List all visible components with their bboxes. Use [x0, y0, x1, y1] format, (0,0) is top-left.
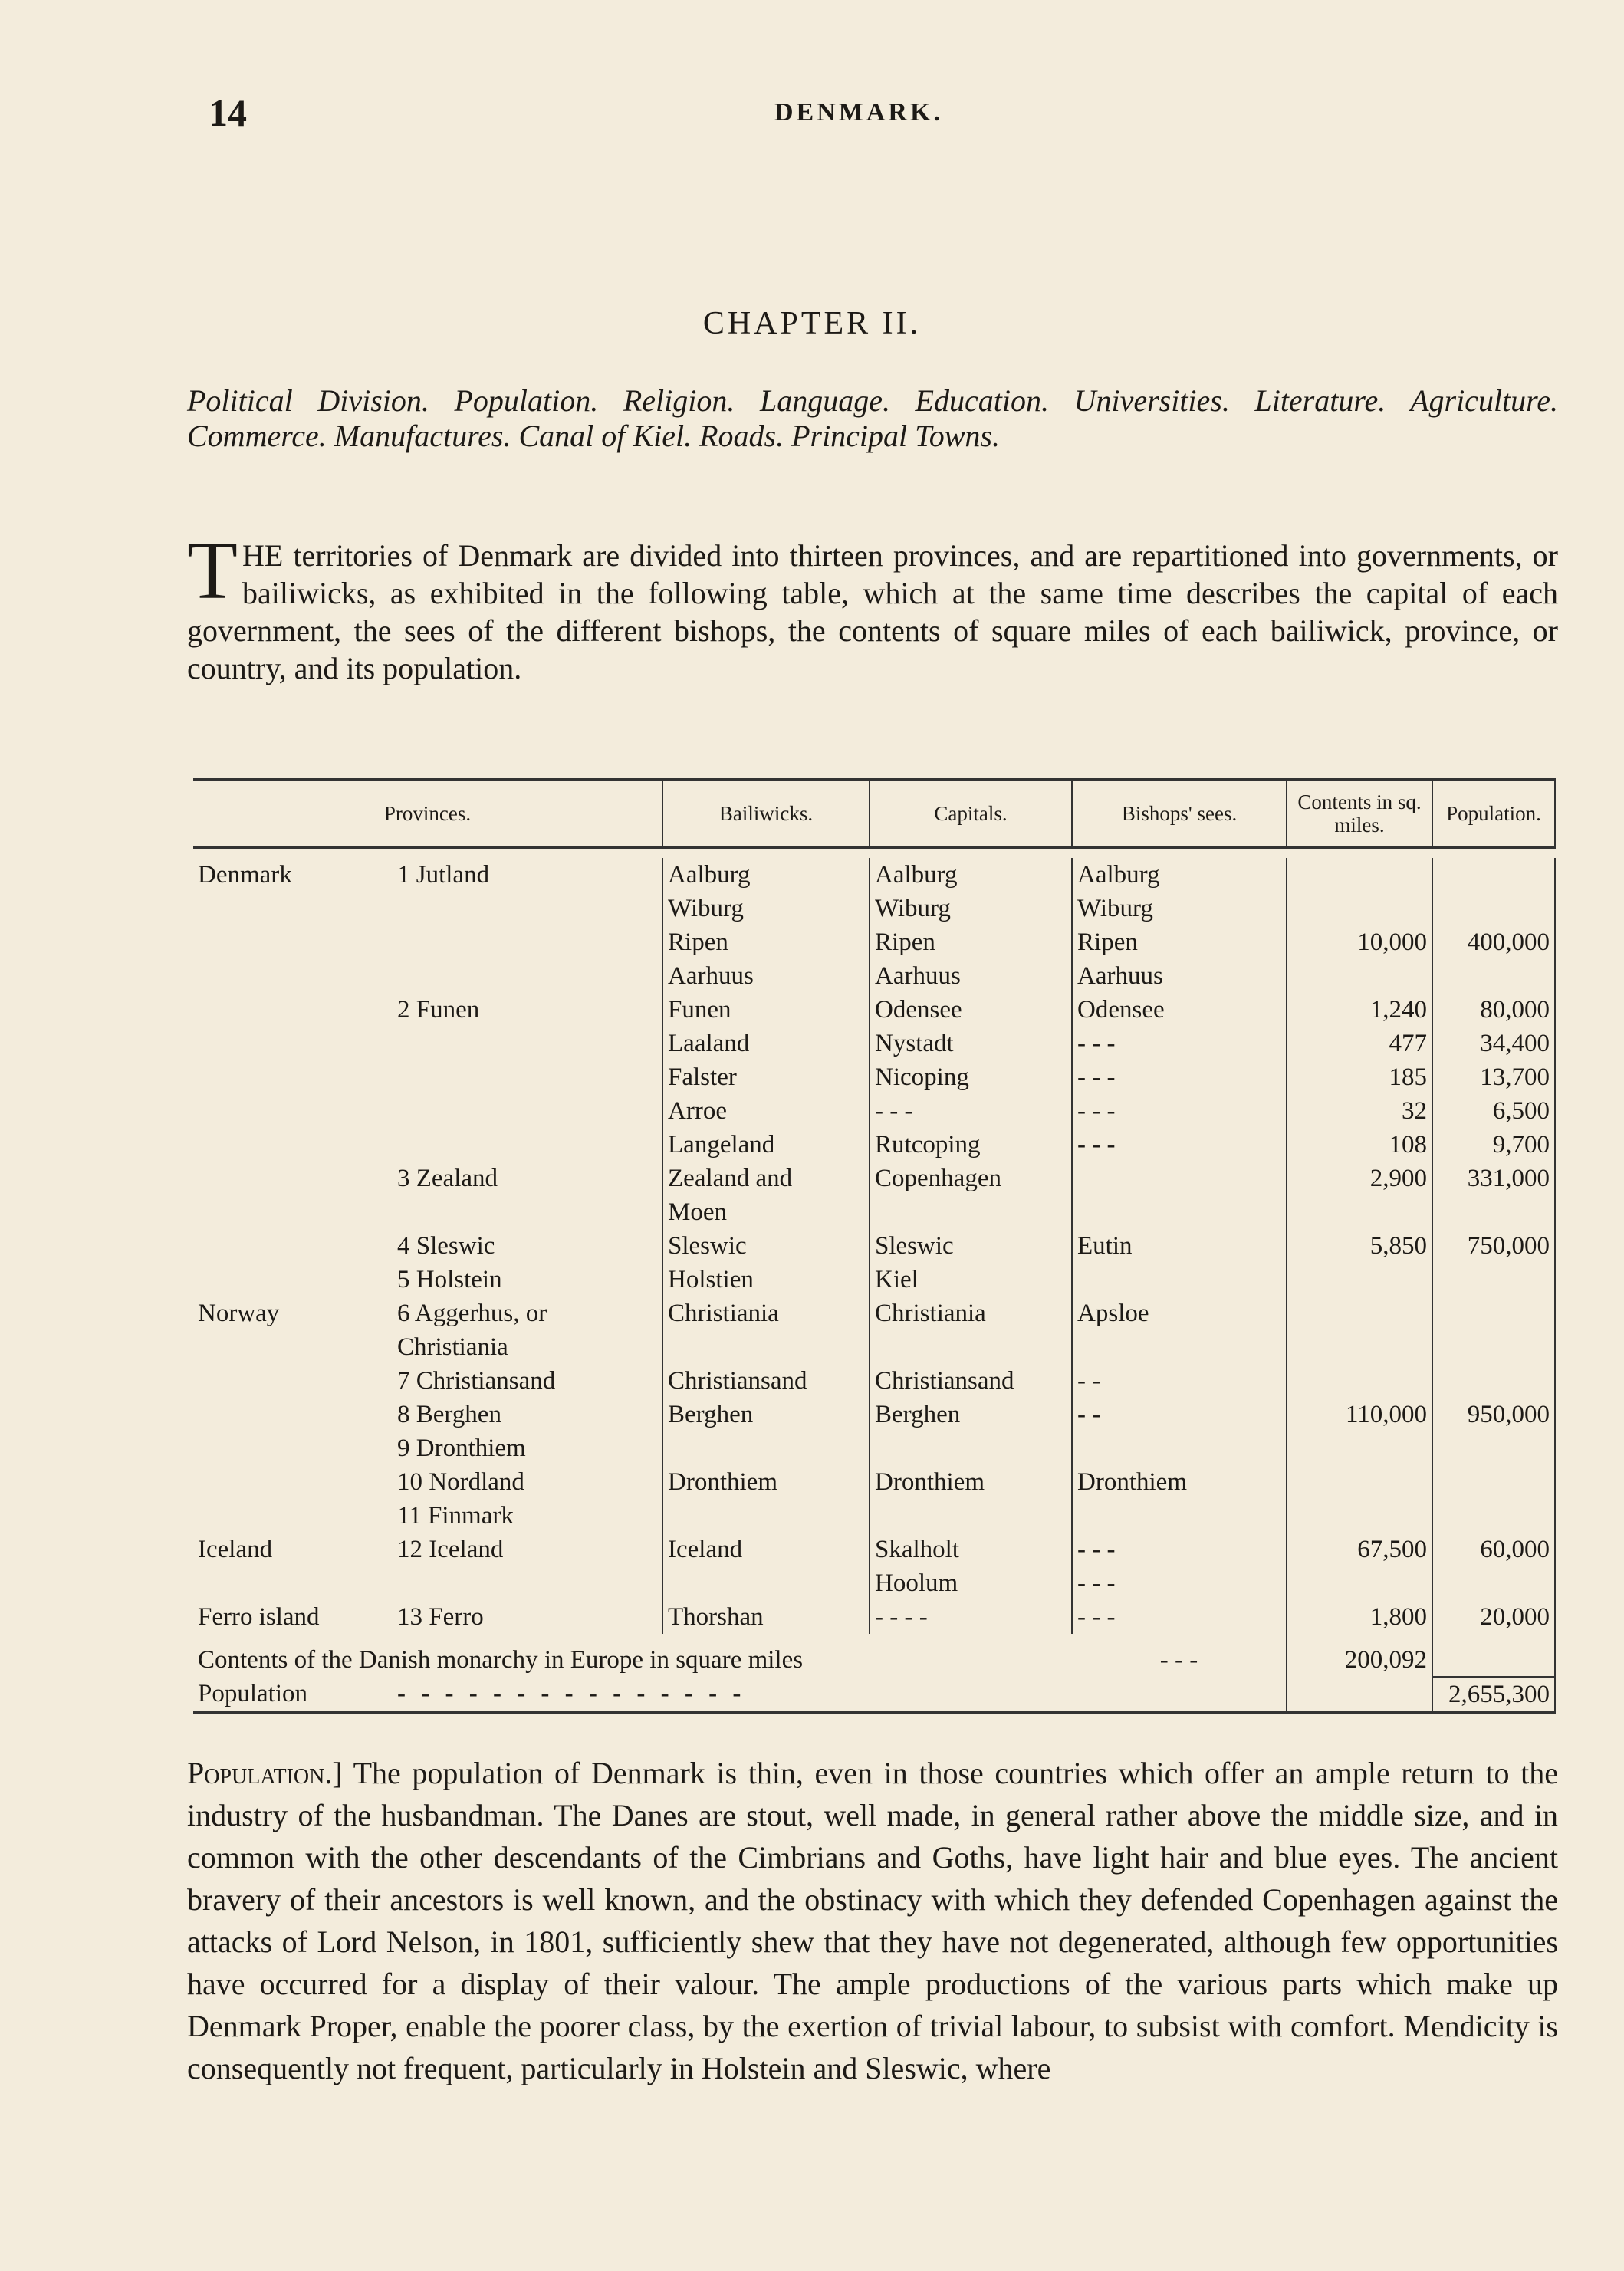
cell-capital: - - - -: [870, 1600, 1072, 1634]
cell-contents: 477: [1287, 1027, 1432, 1060]
cell-country: Iceland: [198, 1536, 273, 1563]
header-bishops: Bishops' sees.: [1072, 780, 1287, 848]
cell-country: [193, 1162, 393, 1195]
header-population: Population.: [1432, 780, 1555, 848]
table-row: [193, 1600, 1555, 1634]
cell-province: [393, 1566, 662, 1600]
cell-see: [1072, 1263, 1287, 1297]
table-row: [193, 993, 1555, 1027]
cell-country: [193, 1094, 393, 1128]
cell-population: 20,000: [1432, 1600, 1555, 1634]
table-row: [193, 1162, 1555, 1195]
cell-province: [393, 1094, 662, 1128]
cell-bailiwick: Funen: [662, 993, 870, 1027]
population-text: The population of Denmark is thin, even in those countries which offer an ample return to the industry of the husbandman. The Danes are stout, well made, in general rather above the middle size, and in common with the other descendants of the Cimbrians and Goths, have light hair and blue eyes. The ancient bravery of their ancestors is well known, and the obstinacy with which they defended Copenhagen against the attacks of Lord Nelson, in 1801, sufficiently shew that they have not degenerated, although few opportunities have occurred for a display of their valour. The ample productions of the various parts which make up Denmark Proper, enable the poorer class, by the exertion of trivial labour, to subsist with comfort. Mendicity is consequently not frequent, particularly in Holstein and Sleswic, where: [187, 1756, 1559, 2085]
cell-population: 750,000: [1432, 1229, 1555, 1263]
population-paragraph: [187, 1752, 1558, 2089]
cell-bailiwick: [662, 1499, 870, 1533]
cell-country: [193, 1330, 393, 1364]
cell-capital: Rutcoping: [870, 1128, 1072, 1162]
cell-province: Christiania: [397, 1333, 508, 1361]
cell-see: - - -: [1072, 1533, 1287, 1566]
cell-see: [1072, 1162, 1287, 1195]
cell-bailiwick: Falster: [662, 1060, 870, 1094]
cell-bailiwick: [662, 1566, 870, 1600]
cell-province: 1 Jutland: [397, 861, 490, 889]
cell-country: [193, 1364, 393, 1398]
cell-capital: Dronthiem: [870, 1465, 1072, 1499]
table-row: [193, 1060, 1555, 1094]
total-contents-label: Contents of the Danish monarchy in Europe in square miles: [198, 1646, 804, 1674]
table-row: [193, 1465, 1555, 1499]
cell-country: [193, 1027, 393, 1060]
cell-contents: [1287, 1330, 1432, 1364]
cell-population: [1432, 1330, 1555, 1364]
cell-population: [1432, 1364, 1555, 1398]
table-row: [193, 1027, 1555, 1060]
table-row: [193, 1398, 1555, 1431]
cell-country: Norway: [198, 1300, 280, 1327]
cell-bailiwick: Langeland: [662, 1128, 870, 1162]
cell-capital: [870, 1431, 1072, 1465]
cell-population: [1432, 1499, 1555, 1533]
cell-country: [193, 1060, 393, 1094]
cell-contents: [1287, 1465, 1432, 1499]
cell-see: - - -: [1072, 1566, 1287, 1600]
population-label: Population.]: [187, 1756, 343, 1790]
cell-province: 11 Finmark: [397, 1502, 514, 1530]
table-row: [193, 1128, 1555, 1162]
header-capitals: Capitals.: [870, 780, 1072, 848]
cell-contents: [1287, 892, 1432, 925]
cell-see: [1072, 1195, 1287, 1229]
cell-bailiwick: Zealand and: [662, 1162, 870, 1195]
total-contents-row: [193, 1643, 1555, 1677]
cell-capital: Kiel: [870, 1263, 1072, 1297]
cell-population: [1432, 1263, 1555, 1297]
cell-see: Ripen: [1072, 925, 1287, 959]
cell-bailiwick: [662, 1330, 870, 1364]
cell-see: Odensee: [1072, 993, 1287, 1027]
cell-population: 60,000: [1432, 1533, 1555, 1566]
cell-province: 3 Zealand: [397, 1165, 498, 1192]
cell-contents: 185: [1287, 1060, 1432, 1094]
cell-population: 34,400: [1432, 1027, 1555, 1060]
cell-see: [1072, 1499, 1287, 1533]
cell-population: [1432, 959, 1555, 993]
cell-country: [193, 1229, 393, 1263]
table-row: [193, 1364, 1555, 1398]
cell-contents: 10,000: [1287, 925, 1432, 959]
cell-see: [1072, 1330, 1287, 1364]
cell-bailiwick: Laaland: [662, 1027, 870, 1060]
cell-contents: 67,500: [1287, 1533, 1432, 1566]
cell-country: [193, 1398, 393, 1431]
total-contents-value: 200,092: [1287, 1643, 1432, 1677]
cell-capital: - - -: [870, 1094, 1072, 1128]
table-row: [193, 1094, 1555, 1128]
cell-contents: 1,800: [1287, 1600, 1432, 1634]
cell-population: [1432, 1566, 1555, 1600]
table-row: [193, 1229, 1555, 1263]
cell-see: - -: [1072, 1398, 1287, 1431]
cell-population: 80,000: [1432, 993, 1555, 1027]
cell-capital: Hoolum: [870, 1566, 1072, 1600]
cell-contents: 1,240: [1287, 993, 1432, 1027]
cell-province: 5 Holstein: [397, 1266, 502, 1293]
cell-bailiwick: Ripen: [662, 925, 870, 959]
cell-bailiwick: Arroe: [662, 1094, 870, 1128]
cell-see: Wiburg: [1072, 892, 1287, 925]
total-population-label: Population: [193, 1677, 393, 1713]
cell-see: Dronthiem: [1072, 1465, 1287, 1499]
cell-capital: Christiania: [870, 1297, 1072, 1330]
total-population-value: 2,655,300: [1432, 1677, 1555, 1713]
cell-country: Ferro island: [198, 1603, 320, 1631]
cell-population: 950,000: [1432, 1398, 1555, 1431]
cell-bailiwick: Iceland: [662, 1533, 870, 1566]
cell-province: [393, 1027, 662, 1060]
cell-see: - - -: [1072, 1027, 1287, 1060]
cell-province: [393, 925, 662, 959]
cell-population: [1432, 892, 1555, 925]
cell-province: 8 Berghen: [397, 1401, 501, 1428]
cell-bailiwick: Christiansand: [662, 1364, 870, 1398]
cell-see: - - -: [1072, 1600, 1287, 1634]
table-row: [193, 1195, 1555, 1229]
cell-bailiwick: [662, 1431, 870, 1465]
cell-country: [193, 959, 393, 993]
table-row: [193, 959, 1555, 993]
cell-population: [1432, 1431, 1555, 1465]
table-row: [193, 858, 1555, 892]
cell-contents: [1287, 959, 1432, 993]
cell-population: 400,000: [1432, 925, 1555, 959]
chapter-subtitle: Political Division. Population. Religion. Language. Education. Universities. Literature. Agriculture. Commerce. Manufactures. Canal of Kiel. Roads. Principal Towns.: [187, 383, 1558, 453]
cell-population: 6,500: [1432, 1094, 1555, 1128]
cell-country: [193, 892, 393, 925]
cell-capital: Odensee: [870, 993, 1072, 1027]
header-bailiwicks: Bailiwicks.: [662, 780, 870, 848]
cell-capital: Christiansand: [870, 1364, 1072, 1398]
cell-see: Eutin: [1072, 1229, 1287, 1263]
total-population-dashes: - - - - - - - - - - - - - - -: [393, 1677, 1287, 1713]
cell-capital: Aalburg: [870, 858, 1072, 892]
intro-paragraph: [187, 525, 1558, 687]
cell-contents: 5,850: [1287, 1229, 1432, 1263]
cell-contents: [1287, 1566, 1432, 1600]
cell-bailiwick: Wiburg: [662, 892, 870, 925]
cell-province: [393, 959, 662, 993]
table-row: [193, 925, 1555, 959]
provinces-table: [193, 778, 1556, 1714]
cell-contents: 108: [1287, 1128, 1432, 1162]
cell-contents: [1287, 858, 1432, 892]
cell-capital: Sleswic: [870, 1229, 1072, 1263]
cell-country: [193, 1263, 393, 1297]
page-number: 14: [209, 91, 247, 134]
cell-see: [1072, 1431, 1287, 1465]
table-body: [193, 848, 1555, 1713]
cell-capital: Aarhuus: [870, 959, 1072, 993]
cell-province: [393, 892, 662, 925]
table-row: [193, 1330, 1555, 1364]
cell-bailiwick: Holstien: [662, 1263, 870, 1297]
cell-see: Aalburg: [1072, 858, 1287, 892]
cell-population: [1432, 1465, 1555, 1499]
cell-contents: [1287, 1364, 1432, 1398]
cell-population: [1432, 1297, 1555, 1330]
cell-see: Aarhuus: [1072, 959, 1287, 993]
cell-province: 10 Nordland: [397, 1468, 524, 1496]
cell-see: - -: [1072, 1364, 1287, 1398]
cell-capital: [870, 1499, 1072, 1533]
drop-cap: T: [187, 525, 238, 616]
table-row: [193, 1431, 1555, 1465]
cell-bailiwick: Sleswic: [662, 1229, 870, 1263]
cell-country: [193, 1195, 393, 1229]
cell-province: 6 Aggerhus, or: [397, 1300, 547, 1327]
table-row: [193, 1533, 1555, 1566]
cell-province: [393, 1128, 662, 1162]
intro-text: HE territories of Denmark are divided into thirteen provinces, and are repartitioned into governments, or bailiwicks, as exhibited in the following table, which at the same time describes the capital of each government, the sees of the different bishops, the contents of square miles of each bailiwick, province, or country, and its population.: [187, 538, 1558, 685]
cell-contents: [1287, 1431, 1432, 1465]
cell-see: - - -: [1072, 1060, 1287, 1094]
cell-country: [193, 1465, 393, 1499]
cell-see: - - -: [1072, 1094, 1287, 1128]
cell-capital: Skalholt: [870, 1533, 1072, 1566]
cell-province: 9 Dronthiem: [397, 1435, 526, 1462]
cell-province: 7 Christiansand: [397, 1367, 556, 1395]
table-row: [193, 1263, 1555, 1297]
cell-capital: Copenhagen: [870, 1162, 1072, 1195]
cell-province: [393, 1060, 662, 1094]
chapter-title: CHAPTER II.: [702, 306, 922, 341]
cell-capital: Nystadt: [870, 1027, 1072, 1060]
cell-contents: [1287, 1297, 1432, 1330]
cell-contents: [1287, 1263, 1432, 1297]
cell-province: 2 Funen: [397, 996, 480, 1024]
cell-population: [1432, 1195, 1555, 1229]
cell-contents: 110,000: [1287, 1398, 1432, 1431]
cell-population: [1432, 858, 1555, 892]
cell-capital: Ripen: [870, 925, 1072, 959]
cell-country: [193, 1128, 393, 1162]
cell-population: 9,700: [1432, 1128, 1555, 1162]
cell-province: 12 Iceland: [397, 1536, 504, 1563]
table-row: [193, 1297, 1555, 1330]
cell-province: [393, 1195, 662, 1229]
cell-contents: 2,900: [1287, 1162, 1432, 1195]
total-population-row: [193, 1677, 1555, 1713]
cell-province: 13 Ferro: [397, 1603, 484, 1631]
cell-country: [193, 1566, 393, 1600]
cell-province: 4 Sleswic: [397, 1232, 495, 1260]
cell-country: [193, 993, 393, 1027]
table-row: [193, 1499, 1555, 1533]
cell-capital: [870, 1195, 1072, 1229]
cell-country: Denmark: [198, 861, 292, 889]
cell-country: [193, 1431, 393, 1465]
cell-contents: 32: [1287, 1094, 1432, 1128]
total-contents-dashes: - - -: [1159, 1646, 1198, 1674]
cell-capital: Berghen: [870, 1398, 1072, 1431]
cell-population: 13,700: [1432, 1060, 1555, 1094]
cell-bailiwick: Dronthiem: [662, 1465, 870, 1499]
cell-capital: Nicoping: [870, 1060, 1072, 1094]
cell-capital: Wiburg: [870, 892, 1072, 925]
header-contents: Contents in sq. miles.: [1287, 780, 1432, 848]
cell-country: [193, 1499, 393, 1533]
running-head: DENMARK.: [774, 98, 943, 127]
cell-population: 331,000: [1432, 1162, 1555, 1195]
cell-bailiwick: Moen: [662, 1195, 870, 1229]
cell-bailiwick: Christiania: [662, 1297, 870, 1330]
cell-contents: [1287, 1499, 1432, 1533]
cell-see: - - -: [1072, 1128, 1287, 1162]
cell-bailiwick: Aalburg: [662, 858, 870, 892]
cell-bailiwick: Thorshan: [662, 1600, 870, 1634]
cell-bailiwick: Aarhuus: [662, 959, 870, 993]
cell-contents: [1287, 1195, 1432, 1229]
cell-country: [193, 925, 393, 959]
cell-see: Apsloe: [1072, 1297, 1287, 1330]
table-row: [193, 1566, 1555, 1600]
table-row: [193, 892, 1555, 925]
header-provinces: Provinces.: [193, 780, 662, 848]
cell-capital: [870, 1330, 1072, 1364]
cell-bailiwick: Berghen: [662, 1398, 870, 1431]
